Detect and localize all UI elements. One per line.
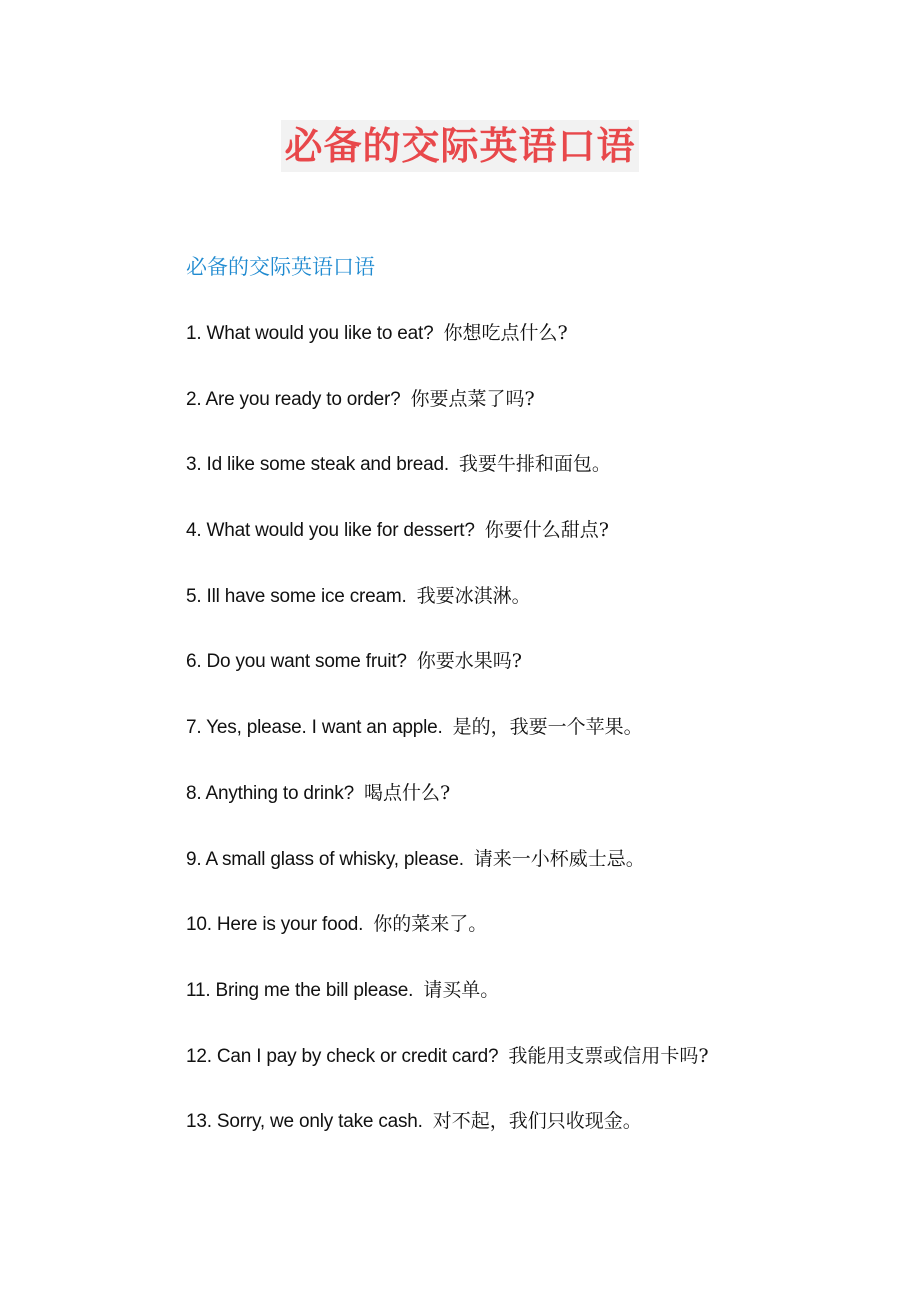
phrase-item [186,318,906,384]
phrase-item [186,712,906,778]
title-container [0,120,920,172]
phrase-chinese: 喝点什么? [363,781,451,804]
phrase-chinese: 你要什么甜点? [484,519,609,542]
phrase-item [186,1106,906,1172]
phrase-chinese: 你想吃点什么? [443,322,568,344]
phrase-item [186,844,906,910]
phrase-english: 9. A small glass of whisky, please. [186,848,464,870]
phrase-item [186,449,906,515]
phrase-item [186,975,906,1041]
phrase-item [186,1041,906,1107]
phrase-chinese: 你要水果吗? [416,650,522,673]
phrase-english: 7. Yes, please. I want an apple. [186,717,443,739]
phrase-english: 4. What would you like for dessert? [186,520,475,542]
phrase-item [186,515,906,581]
phrase-chinese: 请来一小杯威士忌。 [473,847,645,870]
phrase-english: 12. Can I pay by check or credit card? [186,1045,499,1067]
phrase-chinese: 请买单。 [423,978,500,1001]
phrase-english: 8. Anything to drink? [186,782,354,804]
phrase-chinese: 我能用支票或信用卡吗? [508,1044,709,1067]
phrase-item [186,581,906,647]
phrase-item [186,909,906,975]
phrase-item [186,384,906,450]
phrase-english: 10. Here is your food. [186,914,364,936]
phrase-english: 6. Do you want some fruit? [186,651,407,673]
document-title: 必备的交际英语口语 [281,120,638,172]
section-heading: 必备的交际英语口语 [186,255,375,279]
phrase-english: 13. Sorry, we only take cash. [186,1111,423,1133]
phrase-english: 3. Id like some steak and bread. [186,454,449,476]
phrase-chinese: 我要牛排和面包。 [458,453,611,476]
phrase-english: 11. Bring me the bill please. [186,979,414,1001]
phrase-chinese: 你的菜来了。 [373,913,488,936]
phrase-chinese: 我要冰淇淋。 [416,584,531,607]
phrase-item [186,778,906,844]
phrase-english: 2. Are you ready to order? [186,388,401,410]
phrase-list [186,318,906,1172]
phrase-english: 1. What would you like to eat? [186,323,434,344]
phrase-item [186,646,906,712]
phrase-chinese: 你要点菜了吗? [410,387,535,410]
phrase-chinese: 对不起，我们只收现金。 [432,1110,642,1133]
phrase-english: 5. Ill have some ice cream. [186,585,407,607]
phrase-chinese: 是的，我要一个苹果。 [452,716,643,739]
